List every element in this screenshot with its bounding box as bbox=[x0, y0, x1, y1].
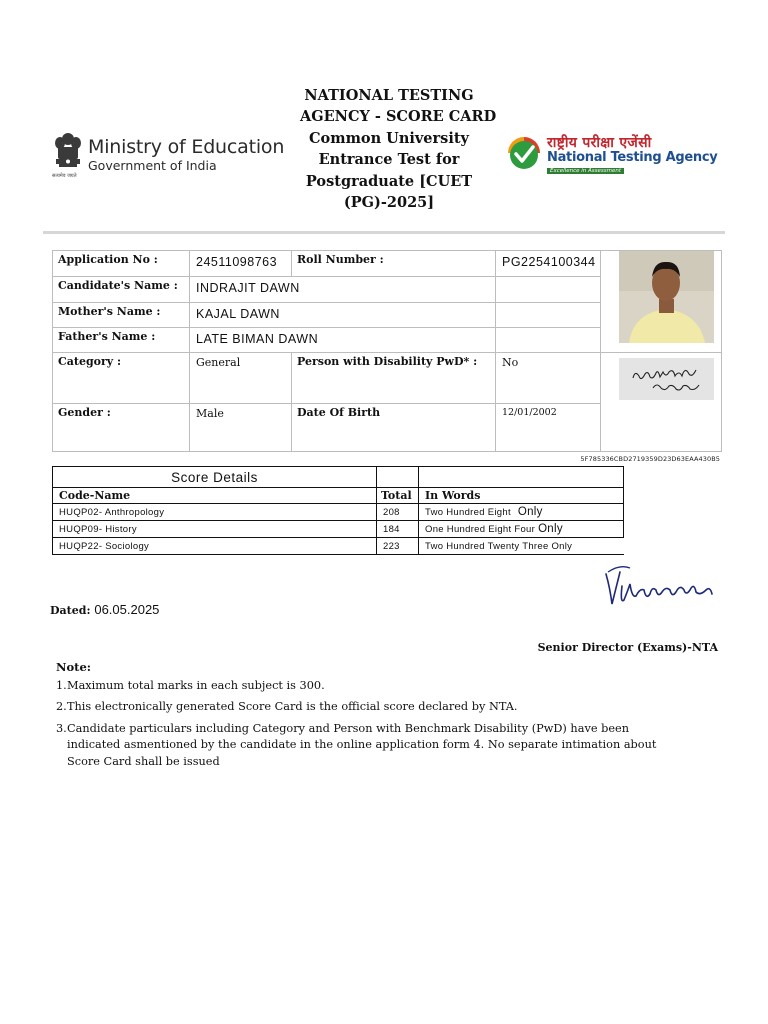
title-line: (PG)-2025] bbox=[343, 194, 435, 212]
candidate-signature bbox=[619, 358, 714, 400]
code-name-header: Code-Name bbox=[53, 488, 377, 504]
list-item bbox=[56, 678, 666, 694]
mother-name-label: Mother's Name : bbox=[53, 303, 190, 328]
empty-cell bbox=[496, 303, 601, 328]
note-number: 3. bbox=[56, 721, 67, 735]
category-label: Category : bbox=[53, 353, 190, 404]
candidate-photo bbox=[619, 251, 714, 343]
in-words-header: In Words bbox=[419, 488, 624, 504]
score-words-suffix: Only bbox=[538, 523, 563, 535]
pwd-label: Person with Disability PwD* : bbox=[292, 353, 496, 404]
dob-label: Date Of Birth bbox=[292, 404, 496, 452]
nta-tagline: Excellence in Assessment bbox=[547, 168, 624, 174]
title-line: NATIONAL TESTING bbox=[304, 87, 474, 104]
table-row bbox=[53, 538, 624, 555]
score-details-table bbox=[52, 466, 624, 555]
director-signature bbox=[600, 560, 720, 616]
note-text: Maximum total marks in each subject is 300. bbox=[67, 679, 325, 692]
score-words-suffix: Only bbox=[517, 506, 543, 518]
ministry-title: Ministry of Education bbox=[88, 136, 285, 158]
nta-logo bbox=[507, 133, 722, 177]
score-total: 208 bbox=[377, 504, 419, 521]
father-name-label: Father's Name : bbox=[53, 328, 190, 353]
father-name-value: LATE BIMAN DAWN bbox=[190, 328, 496, 353]
application-no-value: 24511098763 bbox=[190, 251, 292, 277]
title-line: AGENCY - SCORE CARD bbox=[300, 108, 497, 126]
dated-value: 06.05.2025 bbox=[94, 602, 160, 617]
note-text: This electronically generated Score Card is the official score declared by NTA. bbox=[67, 700, 518, 714]
empty-cell bbox=[377, 467, 419, 488]
ministry-motto: सत्यमेव जयते bbox=[52, 173, 77, 179]
note-number: 2. bbox=[56, 700, 67, 714]
nta-name: National Testing Agency bbox=[547, 150, 718, 165]
verification-code: 5F785336CBD2719359D23D63EAA430B5 bbox=[580, 455, 720, 463]
table-row bbox=[53, 353, 722, 404]
score-code-name: HUQP22- Sociology bbox=[53, 538, 377, 555]
gender-value: Male bbox=[190, 404, 292, 452]
notes-list bbox=[56, 678, 666, 775]
nta-checkmark-icon bbox=[507, 136, 541, 170]
score-code-name: HUQP02- Anthropology bbox=[53, 504, 377, 521]
title-line: Entrance Test for bbox=[318, 151, 460, 169]
title-line: Common University bbox=[309, 129, 469, 147]
score-words-main: Two Hundred Twenty Three Only bbox=[425, 540, 573, 552]
table-row bbox=[53, 251, 722, 277]
score-in-words bbox=[419, 521, 624, 538]
total-header: Total bbox=[377, 488, 419, 504]
note-heading: Note: bbox=[56, 660, 92, 674]
gender-label: Gender : bbox=[53, 404, 190, 452]
roll-number-label: Roll Number : bbox=[292, 251, 496, 277]
list-item bbox=[56, 699, 666, 715]
table-row bbox=[53, 504, 624, 521]
header-divider bbox=[43, 231, 725, 234]
list-item bbox=[56, 721, 666, 770]
candidate-name-label: Candidate's Name : bbox=[53, 277, 190, 303]
national-emblem-icon bbox=[52, 132, 84, 172]
category-value: General bbox=[190, 353, 292, 404]
note-number: 1. bbox=[56, 679, 67, 692]
director-designation: Senior Director (Exams)-NTA bbox=[537, 641, 718, 654]
director-signature-image bbox=[600, 560, 720, 612]
pwd-value: No bbox=[496, 353, 601, 404]
empty-cell bbox=[419, 467, 624, 488]
score-words-main: One Hundred Eight Four bbox=[425, 524, 536, 535]
ministry-of-education-logo bbox=[52, 132, 287, 182]
ministry-subtitle: Government of India bbox=[88, 158, 217, 173]
score-in-words bbox=[419, 538, 624, 555]
application-no-label: Application No : bbox=[53, 251, 190, 277]
empty-cell bbox=[496, 328, 601, 353]
candidate-name-value: INDRAJIT DAWN bbox=[190, 277, 496, 303]
photo-cell bbox=[601, 251, 722, 353]
roll-number-value: PG2254100344 bbox=[496, 251, 601, 277]
dated-label: Dated: bbox=[50, 604, 91, 617]
title-line: Postgraduate [CUET bbox=[305, 172, 473, 190]
score-words-main: Two Hundred Eight bbox=[425, 507, 511, 518]
table-row bbox=[53, 488, 624, 504]
table-row bbox=[53, 467, 624, 488]
score-in-words bbox=[419, 504, 624, 521]
candidate-signature-image bbox=[619, 358, 714, 400]
score-details-title: Score Details bbox=[53, 467, 377, 488]
dated bbox=[50, 602, 159, 617]
document-title bbox=[300, 85, 497, 213]
note-text: Candidate particulars including Category and Person with Benchmark Disability (PwD) have been indicated asmentioned by the candidate in the online application form 4. No separate intimation about Score Card shall be issued bbox=[67, 721, 657, 768]
mother-name-value: KAJAL DAWN bbox=[190, 303, 496, 328]
signature-cell bbox=[601, 353, 722, 452]
candidate-photo-image bbox=[619, 251, 714, 343]
candidate-details-table bbox=[52, 250, 722, 452]
nta-hindi-name: राष्ट्रीय परीक्षा एजेंसी bbox=[547, 135, 652, 151]
table-row bbox=[53, 521, 624, 538]
score-total: 184 bbox=[377, 521, 419, 538]
dob-value: 12/01/2002 bbox=[496, 404, 601, 452]
score-code-name: HUQP09- History bbox=[53, 521, 377, 538]
empty-cell bbox=[496, 277, 601, 303]
score-total: 223 bbox=[377, 538, 419, 555]
